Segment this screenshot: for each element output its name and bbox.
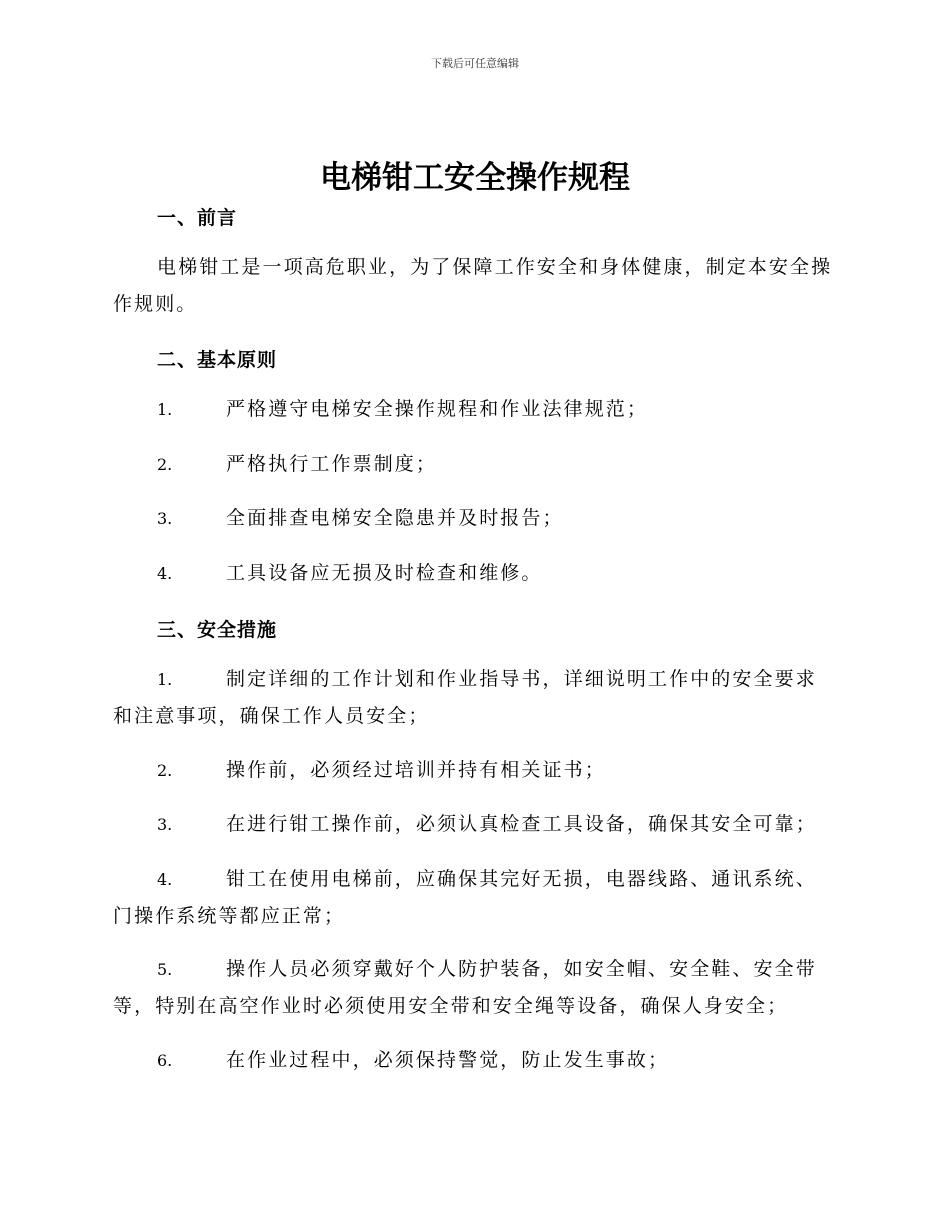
list-text: 工具设备应无损及时检查和维修。 [226, 562, 543, 584]
principle-item [113, 391, 833, 428]
section-heading-measures: 三、安全措施 [157, 619, 278, 641]
list-text: 全面排查电梯安全隐患并及时报告； [226, 507, 564, 529]
measure-item [113, 752, 833, 789]
section-heading-preface: 一、前言 [157, 207, 238, 229]
list-number: 3. [157, 815, 173, 834]
section-heading-principles: 二、基本原则 [157, 349, 278, 371]
measure-item [113, 951, 833, 1025]
list-number: 6. [157, 1051, 173, 1070]
list-text: 操作前，必须经过培训并持有相关证书； [226, 759, 606, 781]
page-header-note: 下载后可任意编辑 [431, 57, 519, 70]
measure-item [113, 1042, 833, 1079]
list-text: 钳工在使用电梯前，应确保其完好无损，电器线路、通讯系统、门操作系统等都应正常； [113, 868, 817, 927]
document-title: 电梯钳工安全操作规程 [320, 160, 630, 196]
principle-item [113, 555, 833, 592]
list-text: 在进行钳工操作前，必须认真检查工具设备，确保其安全可靠； [226, 813, 817, 835]
list-text: 在作业过程中，必须保持警觉，防止发生事故； [226, 1049, 670, 1071]
list-number: 2. [157, 761, 173, 780]
list-number: 5. [157, 960, 173, 979]
principle-item [113, 446, 833, 483]
list-text: 严格执行工作票制度； [226, 453, 438, 475]
measure-item [113, 861, 833, 935]
list-number: 2. [157, 455, 173, 474]
list-text: 严格遵守电梯安全操作规程和作业法律规范； [226, 398, 649, 420]
measure-item [113, 661, 833, 735]
principle-item [113, 500, 833, 537]
measure-item [113, 806, 833, 843]
list-number: 1. [157, 400, 173, 419]
list-text: 制定详细的工作计划和作业指导书，详细说明工作中的安全要求和注意事项，确保工作人员安全； [113, 668, 817, 727]
list-number: 4. [157, 870, 173, 889]
list-number: 1. [157, 670, 173, 689]
preface-paragraph: 电梯钳工是一项高危职业，为了保障工作安全和身体健康，制定本安全操作规则。 [113, 256, 833, 315]
list-number: 3. [157, 509, 173, 528]
list-text: 操作人员必须穿戴好个人防护装备，如安全帽、安全鞋、安全带等，特别在高空作业时必须使用安全带和安全绳等设备，确保人身安全； [113, 958, 817, 1017]
list-number: 4. [157, 564, 173, 583]
